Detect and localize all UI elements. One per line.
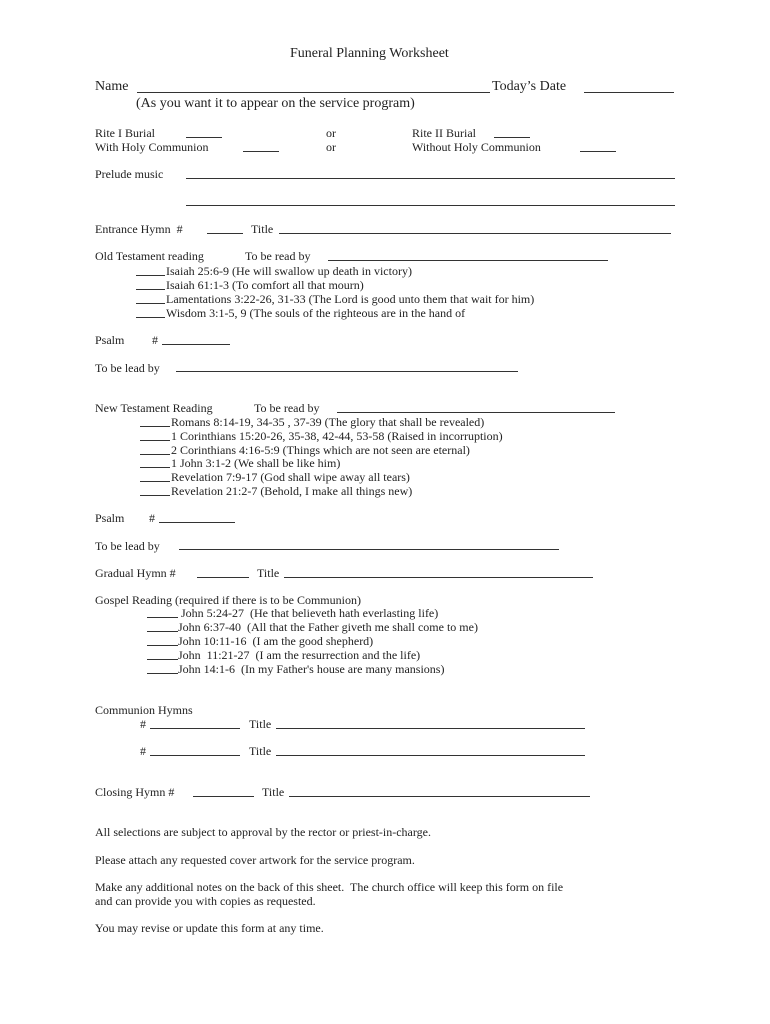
note-additional: Make any additional notes on the back of this sheet. The church office will keep this form on file — [95, 880, 564, 894]
gospel-reading: John 6:37-40 (All that the Father giveth me shall come to me) — [178, 620, 478, 634]
ot-check-4[interactable] — [136, 317, 165, 318]
or-label: or — [326, 140, 336, 154]
nt-check-3[interactable] — [140, 454, 170, 455]
communion-hymn-hash: # — [140, 717, 146, 731]
closing-hymn-label: Closing Hymn # — [95, 785, 175, 799]
nt-reading: 1 Corinthians 15:20-26, 35-38, 42-44, 53-58 (Raised in incorruption) — [171, 429, 503, 443]
prelude-field-2[interactable] — [186, 205, 675, 206]
closing-hymn-title-label: Title — [262, 785, 285, 799]
gospel-check-3[interactable] — [147, 645, 178, 646]
entrance-hymn-title-label: Title — [251, 222, 274, 236]
note-approval: All selections are subject to approval by the rector or priest-in-charge. — [95, 825, 431, 839]
ot-label: Old Testament reading — [95, 249, 204, 263]
name-field[interactable] — [137, 92, 490, 93]
nt-reading: Revelation 21:2-7 (Behold, I make all things new) — [171, 484, 413, 498]
todays-date-label: Today’s Date — [492, 79, 567, 94]
entrance-hymn-title-field[interactable] — [279, 233, 671, 234]
psalm2-number-field[interactable] — [159, 522, 235, 523]
gospel-check-4[interactable] — [147, 659, 178, 660]
ot-check-2[interactable] — [136, 289, 165, 290]
rite1-label: Rite I Burial — [95, 126, 155, 140]
todays-date-field[interactable] — [584, 92, 674, 93]
nt-check-4[interactable] — [140, 467, 170, 468]
psalm-number-field[interactable] — [162, 344, 230, 345]
name-label: Name — [95, 79, 129, 94]
psalm-hash: # — [149, 511, 155, 525]
nt-check-5[interactable] — [140, 481, 170, 482]
gospel-reading: John 14:1-6 (In my Father's house are many mansions) — [178, 662, 445, 676]
ot-read-by-field[interactable] — [328, 260, 608, 261]
note-copies: and can provide you with copies as requested. — [95, 894, 316, 908]
ot-read-by-label: To be read by — [245, 249, 311, 263]
closing-hymn-number-field[interactable] — [193, 796, 254, 797]
gradual-hymn-title-field[interactable] — [284, 577, 593, 578]
gradual-hymn-number-field[interactable] — [197, 577, 249, 578]
nt-check-2[interactable] — [140, 440, 170, 441]
note-revise: You may revise or update this form at any time. — [95, 921, 324, 935]
gospel-reading: John 5:24-27 (He that believeth hath everlasting life) — [178, 606, 439, 620]
or-label: or — [326, 126, 336, 140]
nt-reading: 1 John 3:1-2 (We shall be like him) — [171, 456, 341, 470]
rite1-field[interactable] — [186, 137, 222, 138]
gospel-reading: John 11:21-27 (I am the resurrection and the life) — [178, 648, 421, 662]
communion-hymn-hash: # — [140, 744, 146, 758]
gospel-label: Gospel Reading (required if there is to be Communion) — [95, 593, 361, 607]
psalm-label: Psalm — [95, 511, 125, 525]
nt-check-1[interactable] — [140, 426, 170, 427]
entrance-hymn-number-field[interactable] — [207, 233, 243, 234]
gospel-reading: John 10:11-16 (I am the good shepherd) — [178, 634, 374, 648]
ot-reading: Lamentations 3:22-26, 31-33 (The Lord is good unto them that wait for him) — [166, 292, 535, 306]
gospel-check-2[interactable] — [147, 631, 178, 632]
name-note: (As you want it to appear on the service program) — [136, 96, 415, 111]
communion-hymn-2-title-field[interactable] — [276, 755, 585, 756]
ot-check-1[interactable] — [136, 275, 165, 276]
rite2-field[interactable] — [494, 137, 530, 138]
communion-hymn-title-label: Title — [249, 717, 272, 731]
note-artwork: Please attach any requested cover artwork for the service program. — [95, 853, 415, 867]
without-communion-label: Without Holy Communion — [412, 140, 541, 154]
nt-reading: 2 Corinthians 4:16-5:9 (Things which are not seen are eternal) — [171, 443, 470, 457]
gospel-check-1[interactable] — [147, 617, 178, 618]
ot-reading: Isaiah 61:1-3 (To comfort all that mourn) — [166, 278, 364, 292]
communion-hymn-1-title-field[interactable] — [276, 728, 585, 729]
nt-label: New Testament Reading — [95, 401, 213, 415]
communion-hymns-label: Communion Hymns — [95, 703, 193, 717]
entrance-hymn-label: Entrance Hymn # — [95, 222, 183, 236]
gradual-hymn-label: Gradual Hymn # — [95, 566, 176, 580]
without-communion-field[interactable] — [580, 151, 616, 152]
prelude-label: Prelude music — [95, 167, 164, 181]
communion-hymn-title-label: Title — [249, 744, 272, 758]
psalm-hash: # — [152, 333, 158, 347]
psalm-label: Psalm — [95, 333, 125, 347]
psalm2-lead-by-field[interactable] — [179, 549, 559, 550]
nt-check-6[interactable] — [140, 495, 170, 496]
with-communion-label: With Holy Communion — [95, 140, 209, 154]
page-title: Funeral Planning Worksheet — [290, 46, 449, 61]
ot-reading: Wisdom 3:1-5, 9 (The souls of the righteous are in the hand of — [166, 306, 466, 320]
ot-check-3[interactable] — [136, 303, 165, 304]
communion-hymn-2-number-field[interactable] — [150, 755, 240, 756]
nt-reading: Revelation 7:9-17 (God shall wipe away all tears) — [171, 470, 410, 484]
gospel-check-5[interactable] — [147, 673, 178, 674]
gradual-hymn-title-label: Title — [257, 566, 280, 580]
closing-hymn-title-field[interactable] — [289, 796, 590, 797]
psalm2-lead-by-label: To be lead by — [95, 539, 160, 553]
rite2-label: Rite II Burial — [412, 126, 476, 140]
nt-read-by-label: To be read by — [254, 401, 320, 415]
nt-read-by-field[interactable] — [337, 412, 615, 413]
psalm-lead-by-field[interactable] — [176, 371, 518, 372]
with-communion-field[interactable] — [243, 151, 279, 152]
ot-reading: Isaiah 25:6-9 (He will swallow up death in victory) — [166, 264, 412, 278]
communion-hymn-1-number-field[interactable] — [150, 728, 240, 729]
nt-reading: Romans 8:14-19, 34-35 , 37-39 (The glory that shall be revealed) — [171, 415, 485, 429]
psalm-lead-by-label: To be lead by — [95, 361, 160, 375]
prelude-field[interactable] — [186, 178, 675, 179]
